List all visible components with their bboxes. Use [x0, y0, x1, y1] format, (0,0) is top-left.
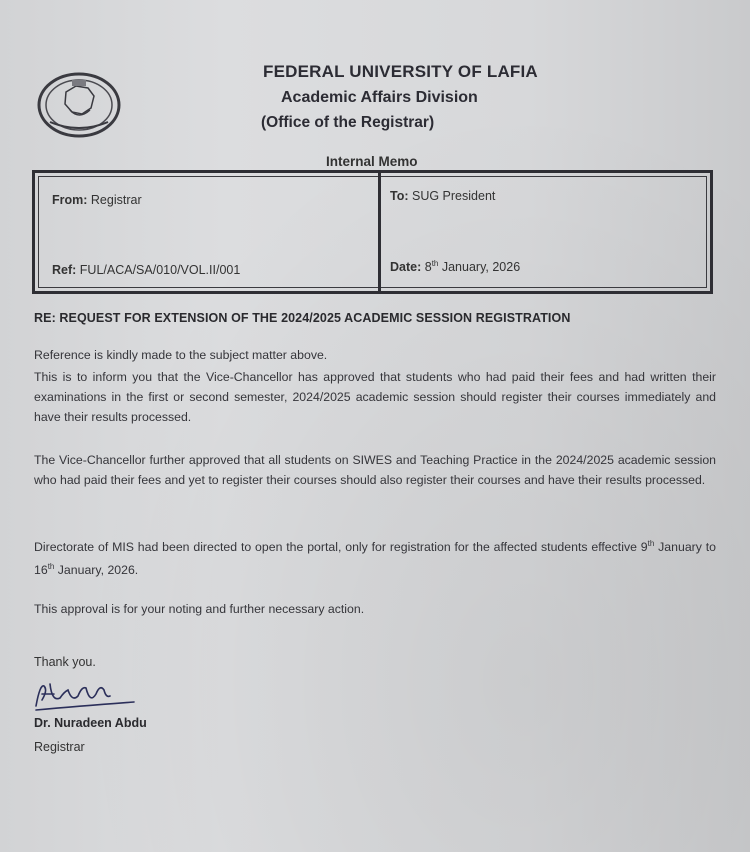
from-field — [52, 193, 142, 207]
handwritten-signature — [30, 676, 140, 718]
portal-sup-1: th — [647, 539, 655, 548]
ref-field — [52, 263, 240, 277]
university-seal-icon — [36, 70, 122, 140]
ref-value: FUL/ACA/SA/010/VOL.II/001 — [79, 263, 241, 277]
ref-label: Ref: — [52, 263, 77, 277]
date-day: 8 — [424, 260, 432, 275]
date-suffix: th — [431, 259, 439, 268]
memo-details-box — [32, 170, 713, 294]
date-field — [390, 259, 520, 274]
paragraph-further-approval: The Vice-Chancellor further approved that all students on SIWES and Teaching Practice in the 2024/2025 academic session who had paid their fees and yet to register their courses should also register their courses and have their results processed. — [34, 453, 716, 487]
letterhead — [263, 62, 538, 132]
paragraph-noting: This approval is for your noting and further necessary action. — [34, 602, 365, 616]
closing-thanks: Thank you. — [34, 655, 96, 669]
to-field — [390, 189, 495, 203]
portal-text-end: January, 2026. — [57, 563, 139, 578]
from-value: Registrar — [90, 193, 142, 207]
to-value: SUG President — [412, 189, 496, 203]
date-label: Date: — [390, 260, 422, 275]
office-name: (Office of the Registrar) — [261, 114, 435, 131]
memo-title: Internal Memo — [326, 154, 418, 169]
from-label: From: — [52, 193, 88, 207]
paragraph-portal — [34, 534, 716, 580]
portal-text-start: Directorate of MIS had been directed to open the portal, only for registration for the affected students effective 9 — [34, 540, 648, 555]
portal-text-mid: January to 16 — [34, 540, 717, 578]
signer-name: Dr. Nuradeen Abdu — [34, 716, 147, 730]
date-rest: January, 2026 — [441, 260, 521, 275]
box-divider — [378, 173, 381, 291]
memo-subject: RE: REQUEST FOR EXTENSION OF THE 2024/2025 ACADEMIC SESSION REGISTRATION — [34, 311, 571, 325]
paragraph-approval: This is to inform you that the Vice-Chancellor has approved that students who had paid their fees and had written their examinations in the first or second semester, 2024/2025 academic session should register their courses immediately and have their results processed. — [34, 370, 716, 424]
institution-name: FEDERAL UNIVERSITY OF LAFIA — [263, 62, 538, 81]
signer-title: Registrar — [34, 740, 85, 754]
division-name: Academic Affairs Division — [281, 89, 478, 106]
to-label: To: — [390, 189, 409, 203]
paragraph-reference: Reference is kindly made to the subject matter above. — [34, 348, 328, 362]
portal-sup-2: th — [47, 562, 55, 572]
